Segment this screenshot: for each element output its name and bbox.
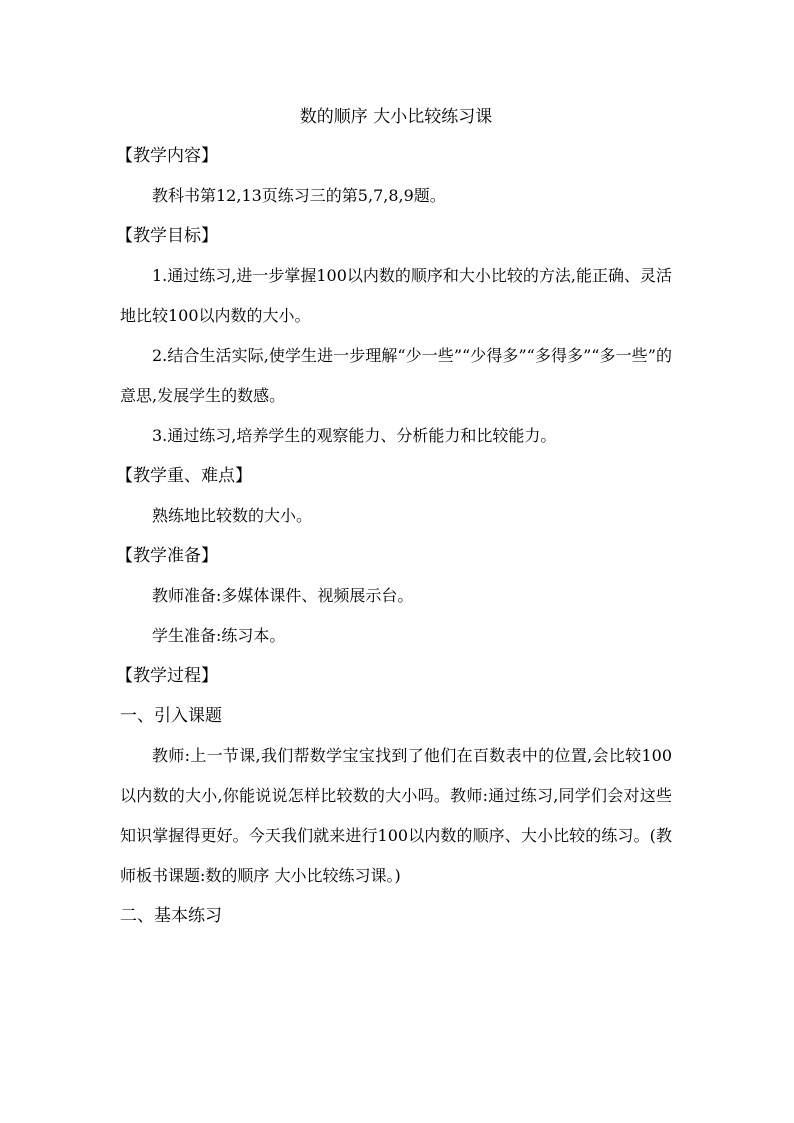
part-1-text: 教师:上一节课,我们帮数学宝宝找到了他们在百数表中的位置,会比较100以内数的大小,你能说说怎样比较数的大小吗。教师:通过练习,同学们会对这些知识掌握得更好。今天我们就来进行100以内数的顺序、大小比较的练习。(教师板书课题:数的顺序 大小比较练习课。) xyxy=(120,746,672,885)
document-body xyxy=(116,98,672,936)
heading-key-points: 【教学重、难点】 xyxy=(116,466,252,486)
part-1-heading: 一、引入课题 xyxy=(120,706,222,726)
student-preparation-text: 学生准备:练习本。 xyxy=(152,626,286,645)
document-title: 数的顺序 大小比较练习课 xyxy=(299,107,493,127)
heading-teaching-goals: 【教学目标】 xyxy=(116,226,218,246)
heading-teaching-preparation: 【教学准备】 xyxy=(116,546,218,566)
goal-1-text: 1.通过练习,进一步掌握100以内数的顺序和大小比较的方法,能正确、灵活地比较100以内数的大小。 xyxy=(120,266,672,325)
heading-teaching-content: 【教学内容】 xyxy=(116,146,218,166)
teaching-content-text: 教科书第12,13页练习三的第5,7,8,9题。 xyxy=(152,186,446,205)
goal-3-text: 3.通过练习,培养学生的观察能力、分析能力和比较能力。 xyxy=(152,426,557,445)
goal-2-text: 2.结合生活实际,使学生进一步理解“少一些”“少得多”“多得多”“多一些”的意思,发展学生的数感。 xyxy=(120,346,672,405)
key-points-text: 熟练地比较数的大小。 xyxy=(152,506,313,525)
heading-teaching-process: 【教学过程】 xyxy=(116,666,218,686)
teacher-preparation-text: 教师准备:多媒体课件、视频展示台。 xyxy=(152,586,414,605)
part-2-heading: 二、基本练习 xyxy=(120,906,222,926)
